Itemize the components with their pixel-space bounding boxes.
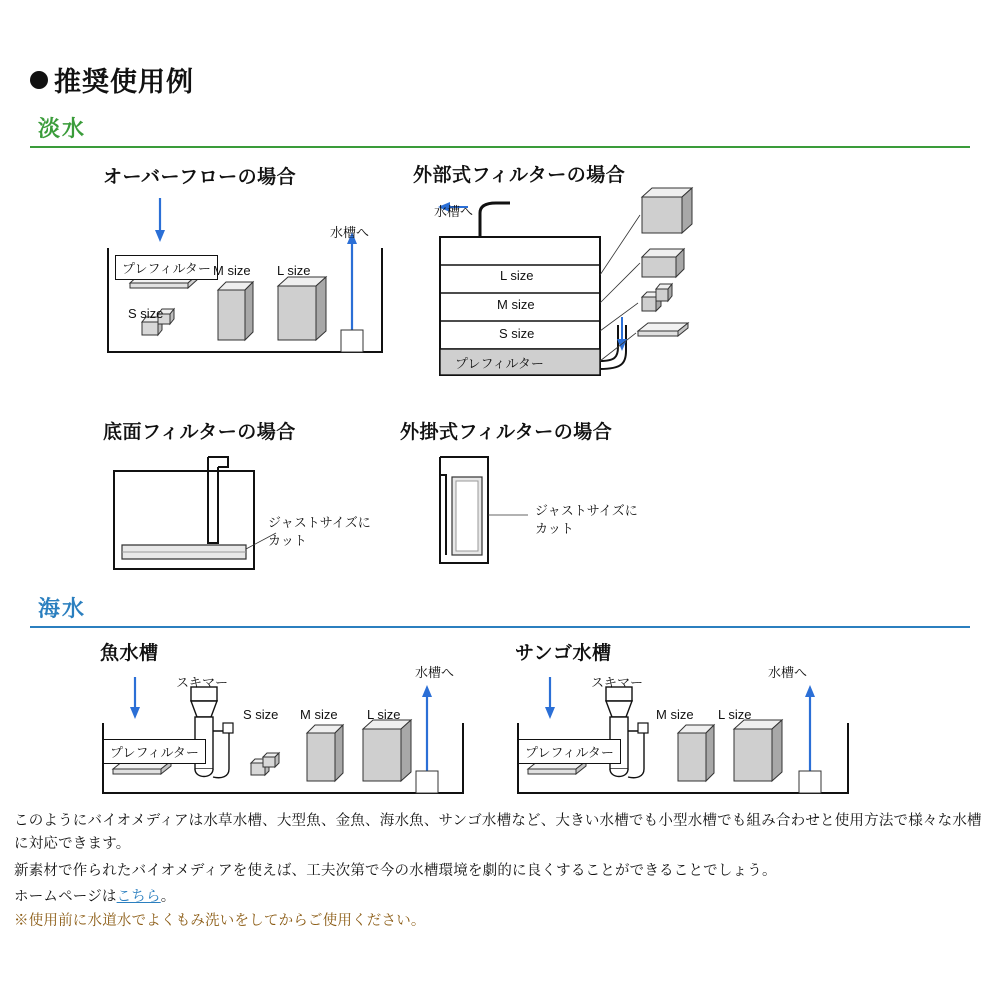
label-external-layer-prefilter: プレフィルター [455,356,544,371]
footer-paragraph-1-line-1: このようにバイオメディアは水草水槽、大型魚、金魚、海水魚、サンゴ水槽など、大きい水槽でも小型水槽でも組み合わせと使用方法で様々な水槽 [14,813,982,829]
label-fishtank-prefilter: プレフィルター [103,739,206,764]
label-hangon-cut-note-1: ジャストサイズに [535,503,638,518]
label-hangon-cut-note-2: カット [535,521,574,536]
panel-title-undergravel: 底面フィルターの場合 [103,422,296,443]
footer-homepage-suffix: 。 [160,889,176,905]
footer-paragraph-1-line-2: に対応できます。 [14,836,131,852]
label-external-layer-s: S size [499,326,535,341]
section-header-saltwater [30,592,970,628]
label-coraltank-to-tank: 水槽へ [768,665,808,680]
section-label-saltwater: 海水 [38,596,87,621]
label-coraltank-m-size: M size [656,707,694,722]
section-header-freshwater [30,112,970,148]
footer-note: ※使用前に水道水でよくもみ洗いをしてからご使用ください。 [14,913,426,929]
label-fishtank-l-size: L size [367,707,401,722]
bullet-icon [30,71,48,89]
page-title [30,60,194,99]
label-external-to-tank: 水槽へ [434,204,474,219]
label-overflow-to-tank: 水槽へ [330,225,370,240]
section-label-freshwater: 淡水 [38,116,87,141]
label-coraltank-prefilter: プレフィルター [518,739,621,764]
footer-homepage-prefix: ホームページは [14,889,117,905]
footer-paragraph-2: 新素材で作られたバイオメディアを使えば、工夫次第で今の水槽環境を劇的に良くすることができることでしょう。 [14,863,777,879]
fishtank-diagram [95,665,475,805]
panel-title-hangon: 外掛式フィルターの場合 [400,422,613,443]
panel-title-coraltank: サンゴ水槽 [515,643,612,664]
label-undergravel-cut-note-2: カット [268,533,307,548]
label-undergravel-cut-note-1: ジャストサイズに [268,515,371,530]
label-overflow-prefilter: プレフィルター [115,255,218,280]
label-coraltank-skimmer: スキマー [591,675,644,690]
label-fishtank-to-tank: 水槽へ [415,665,455,680]
overflow-diagram [100,190,400,370]
label-fishtank-m-size: M size [300,707,338,722]
footer-homepage-line [14,886,175,908]
label-overflow-l-size: L size [277,263,311,278]
label-fishtank-skimmer: スキマー [176,675,229,690]
label-external-layer-m: M size [497,297,535,312]
label-overflow-m-size: M size [213,263,251,278]
page-title-text: 推奨使用例 [54,67,194,97]
panel-title-external: 外部式フィルターの場合 [413,165,626,186]
label-fishtank-s-size: S size [243,707,279,722]
panel-title-fishtank: 魚水槽 [100,643,159,664]
label-external-layer-l: L size [500,268,534,283]
coraltank-diagram [510,665,870,805]
label-overflow-s-size: S size [128,306,164,321]
label-coraltank-l-size: L size [718,707,752,722]
homepage-link[interactable]: こちら [116,889,161,905]
panel-title-overflow: オーバーフローの場合 [103,167,297,188]
